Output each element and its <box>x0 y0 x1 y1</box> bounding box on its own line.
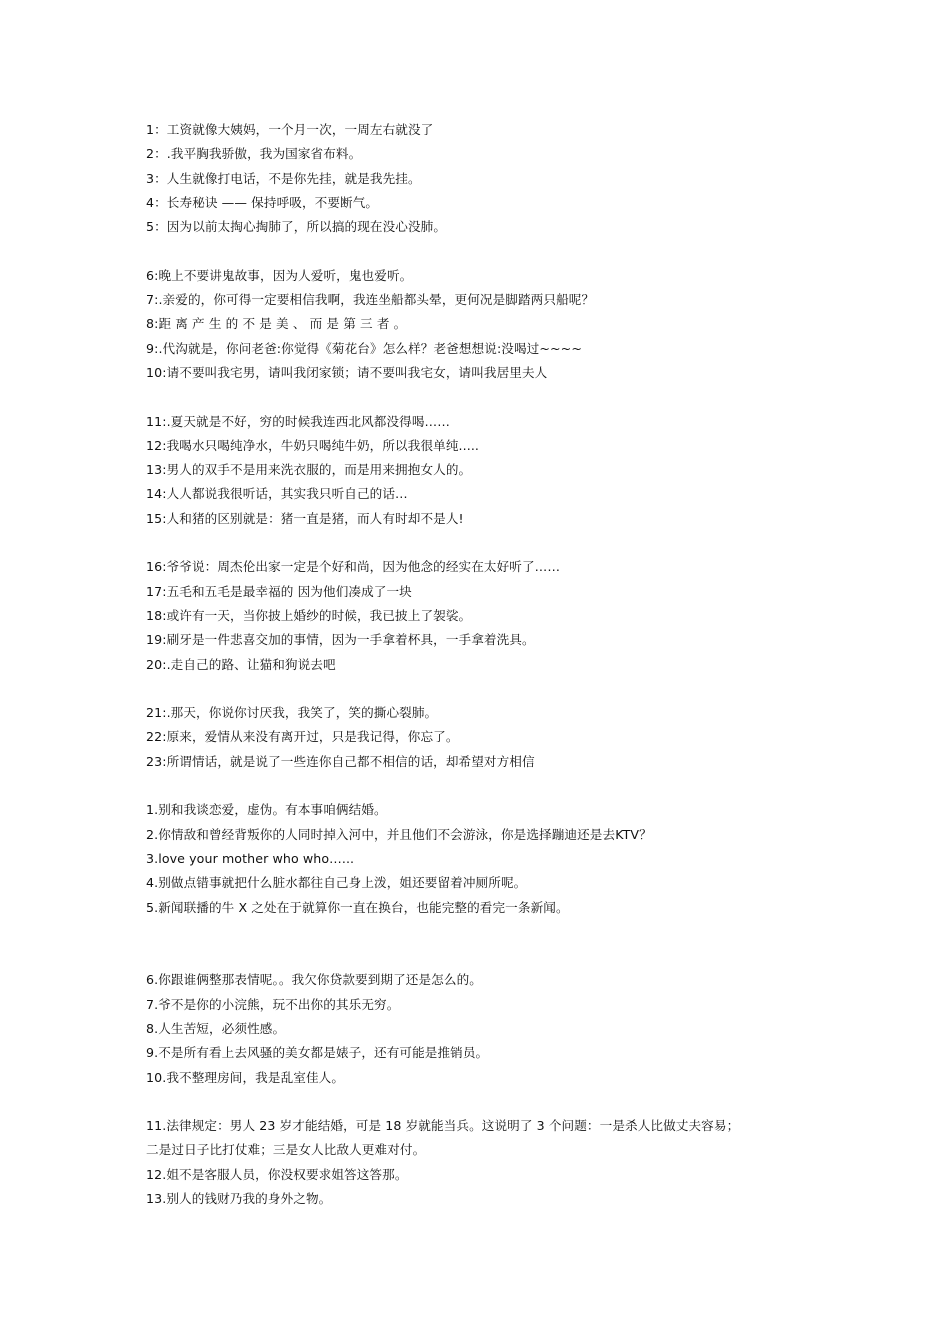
text-line: 3.love your mother who who…... <box>146 850 355 866</box>
text-line: 22:原来，爱情从来没有离开过，只是我记得，你忘了。 <box>146 729 459 745</box>
text-line: 3：人生就像打电话，不是你先挂，就是我先挂。 <box>146 170 421 186</box>
joke-group-6 <box>146 798 846 919</box>
text-line: 9:.代沟就是，你问老爸:你觉得《菊花台》怎么样？老爸想想说:没喝过~~~~ <box>146 340 582 356</box>
text-line: 15:人和猪的区别就是：猪一直是猪，而人有时却不是人! <box>146 510 464 526</box>
text-line: 7:.亲爱的，你可得一定要相信我啊，我连坐船都头晕，更何况是脚踏两只船呢？ <box>146 292 595 308</box>
text-line: 20:.走自己的路、让猫和狗说去吧 <box>146 656 336 672</box>
text-line: 2.你情敌和曾经背叛你的人同时掉入河中，并且他们不会游泳，你是选择蹦迪还是去KTV？ <box>146 826 652 842</box>
text-line: 13:男人的双手不是用来洗衣服的，而是用来拥抱女人的。 <box>146 462 472 478</box>
text-line: 11:.夏天就是不好，穷的时候我连西北风都没得喝…… <box>146 413 450 429</box>
joke-group-8 <box>146 1114 846 1211</box>
joke-group-5 <box>146 701 846 774</box>
text-line: 2：.我平胸我骄傲，我为国家省布料。 <box>146 146 362 162</box>
text-line: 16:爷爷说：周杰伦出家一定是个好和尚，因为他念的经实在太好听了…… <box>146 559 561 575</box>
text-line: 18:或许有一天，当你披上婚纱的时候，我已披上了袈裟。 <box>146 607 472 623</box>
text-line: 4：长寿秘诀 —— 保持呼吸，不要断气。 <box>146 194 379 210</box>
joke-group-3 <box>146 410 846 531</box>
text-line: 1.别和我谈恋爱，虚伪。有本事咱俩结婚。 <box>146 802 387 818</box>
document-body <box>146 118 846 1211</box>
text-line: 5：因为以前太掏心掏肺了，所以搞的现在没心没肺。 <box>146 219 447 235</box>
text-line: 13.别人的钱财乃我的身外之物。 <box>146 1191 332 1207</box>
joke-group-4 <box>146 555 846 676</box>
text-line: 17:五毛和五毛是最幸福的 因为他们凑成了一块 <box>146 583 412 599</box>
text-line: 4.别做点错事就把什么脏水都往自己身上泼，姐还要留着冲厕所呢。 <box>146 875 527 891</box>
joke-group-1 <box>146 118 846 239</box>
text-line: 5.新闻联播的牛 X 之处在于就算你一直在换台，也能完整的看完一条新闻。 <box>146 899 569 915</box>
paragraph-gap <box>146 774 846 798</box>
paragraph-gap <box>146 677 846 701</box>
text-line: 9.不是所有看上去风骚的美女都是婊子，还有可能是推销员。 <box>146 1045 489 1061</box>
text-line: 6:晚上不要讲鬼故事，因为人爱听，鬼也爱听。 <box>146 267 413 283</box>
text-line: 7.爷不是你的小浣熊，玩不出你的其乐无穷。 <box>146 996 400 1012</box>
text-line: 8.人生苦短，必须性感。 <box>146 1020 286 1036</box>
paragraph-gap <box>146 1090 846 1114</box>
text-line: 二是过日子比打仗难；三是女人比敌人更难对付。 <box>146 1142 426 1158</box>
text-line: 1：工资就像大姨妈，一个月一次，一周左右就没了 <box>146 122 434 137</box>
text-line: 23:所谓情话，就是说了一些连你自己都不相信的话，却希望对方相信 <box>146 753 535 769</box>
text-line: 12.姐不是客服人员，你没权要求姐答这答那。 <box>146 1166 408 1182</box>
text-line: 21:.那天，你说你讨厌我，我笑了，笑的撕心裂肺。 <box>146 705 438 721</box>
text-line: 19:刷牙是一件悲喜交加的事情，因为一手拿着杯具，一手拿着洗具。 <box>146 632 535 648</box>
paragraph-gap <box>146 531 846 555</box>
text-line: 8:距 离 产 生 的 不 是 美 、 而 是 第 三 者 。 <box>146 316 407 332</box>
joke-group-2 <box>146 264 846 385</box>
text-line: 10.我不整理房间，我是乱室佳人。 <box>146 1069 345 1085</box>
joke-group-7 <box>146 968 846 1089</box>
text-line: 12:我喝水只喝纯净水，牛奶只喝纯牛奶，所以我很单纯..... <box>146 437 480 453</box>
paragraph-gap <box>146 920 846 969</box>
text-line: 11.法律规定：男人 23 岁才能结婚，可是 18 岁就能当兵。这说明了 3 个问题：一是杀人比做丈夫容易； <box>146 1118 740 1134</box>
text-line: 14:人人都说我很听话，其实我只听自己的话… <box>146 486 408 502</box>
paragraph-gap <box>146 385 846 409</box>
paragraph-gap <box>146 239 846 263</box>
text-line: 10:请不要叫我宅男，请叫我闭家锁；请不要叫我宅女，请叫我居里夫人 <box>146 364 548 380</box>
text-line: 6.你跟谁俩整那表情呢。。我欠你贷款要到期了还是怎么的。 <box>146 972 482 988</box>
